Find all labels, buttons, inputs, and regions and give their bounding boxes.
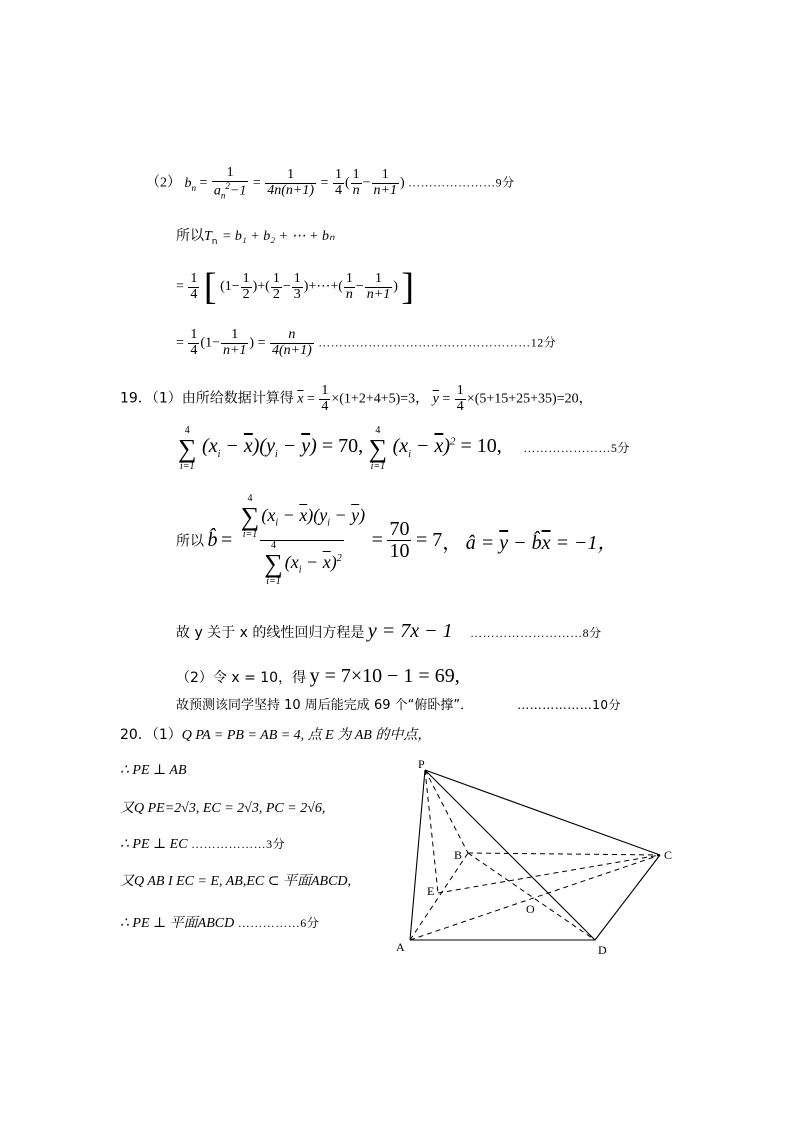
- sums-line: 4 ∑ i=1 $(x_i - \overline{x})(y_i - \overline{y}) = 70$, 4 ∑ i=1 $(x_i - \overline{x})^2 = 10$, …………………5分: [178, 425, 630, 472]
- result-line: = $\frac{1}{4}$ (1− $\frac{1}{n+1}$ ) = $\frac{n}{4(n+1)}$ ……………………………………………12分: [176, 327, 557, 358]
- pe-lengths: 又Q PE=2√3, EC = 2√3, PC = 2√6,: [120, 801, 326, 816]
- tn-line: 所以$T_n = b_1 + b_2$ + ⋯ + bₙ: [176, 228, 335, 247]
- label-a: A: [396, 940, 405, 954]
- bn-formula-line: （2） $b_n$ = $\frac{1}{a_n^2-1}$ = $\frac{1}{4n(n+1)}$ = $\frac{1}{4}$ ( $\frac{1}{n}$ − $\frac{1}{n+1}$ ) …………………9分: [146, 165, 515, 201]
- prediction-line: 故预测该同学坚持 10 周后能完成 69 个“俯卧撑”． ………………10分: [176, 698, 622, 713]
- score-8: ………………………8分: [470, 626, 602, 640]
- q19-line: 19．（1）由所给数据计算得 $\overline{x}$ = $\frac{1}{4}$ ×(1+2+4+5)=3， $\overline{y}$ = $\frac{1}{4}$ ×(5+15+25+35)=20，: [120, 383, 593, 414]
- bn-frac-2: $\frac{1}{4n(n+1)}$: [267, 167, 315, 198]
- bhat-line: 所以 b̂ = 4 ∑ i=1 $(x_i - \overline{x})(y_i - \overline{y})$ 4 ∑ i=1 $(x_i - \overline{x})^2$ = $\frac{70}{10}$ = 7， â = $\overline{y}$ − $b̂\overline{x} = -1$，: [176, 493, 618, 587]
- bn-symbol: $b_n$: [184, 175, 196, 193]
- score-3: ………………3分: [191, 837, 286, 851]
- bn-quarter: $\frac{1}{4}$: [334, 167, 342, 198]
- ab-ec-intersect: 又Q AB I EC = E, AB,EC ⊂ 平面ABCD,: [120, 874, 352, 889]
- diag-ac: [410, 855, 660, 940]
- q19-part2-line: （2）令 x = 10，得 y = 7×10 − 1 = 69,: [176, 665, 460, 687]
- edge-pd: [425, 770, 595, 940]
- edge-dc: [595, 855, 660, 940]
- label-c: C: [664, 848, 673, 862]
- label-d: D: [598, 943, 607, 957]
- score-9: …………………9分: [408, 175, 515, 190]
- edge-ec: [438, 855, 660, 893]
- label-e: E: [427, 884, 435, 898]
- q20-line: 20．（1）Q PA = PB = AB = 4, 点 E 为 AB 的中点，: [120, 727, 432, 743]
- score-10: ………………10分: [517, 698, 622, 712]
- edge-pe: [425, 770, 438, 893]
- bn-frac-1: $\frac{1}{a_n^2-1}$: [213, 165, 247, 201]
- label-o: O: [526, 902, 535, 916]
- label-p: P: [418, 757, 425, 771]
- score-12: ……………………………………………12分: [318, 335, 557, 350]
- edge-pb: [425, 770, 468, 853]
- edge-bc: [468, 853, 660, 855]
- diag-bd: [468, 853, 595, 940]
- edge-pa: [410, 770, 425, 940]
- pyramid-figure: [390, 755, 690, 960]
- score-6: ……………6分: [237, 916, 320, 930]
- pe-perp-ec: ∴ PE ⊥ EC ………………3分: [120, 837, 286, 852]
- pe-perp-plane: ∴ PE ⊥ 平面ABCD ……………6分: [120, 916, 320, 931]
- part2-label: （2）: [146, 175, 181, 191]
- expansion-line: = $\frac{1}{4}$ [ (1− $\frac{1}{2}$ )+( $\frac{1}{2}$ − $\frac{1}{3}$ )+⋯+( $\frac{1}{n}$ − $\frac{1}{n+1}$ ) ]: [176, 266, 415, 308]
- regression-line: 故 y 关于 x 的线性回归方程是 y = 7x − 1 ………………………8分: [176, 620, 602, 642]
- pe-perp-ab: ∴ PE ⊥ AB: [120, 763, 187, 778]
- edge-pc: [425, 770, 660, 855]
- edge-ab: [410, 853, 468, 940]
- score-5: …………………5分: [523, 441, 630, 456]
- label-b: B: [454, 848, 463, 862]
